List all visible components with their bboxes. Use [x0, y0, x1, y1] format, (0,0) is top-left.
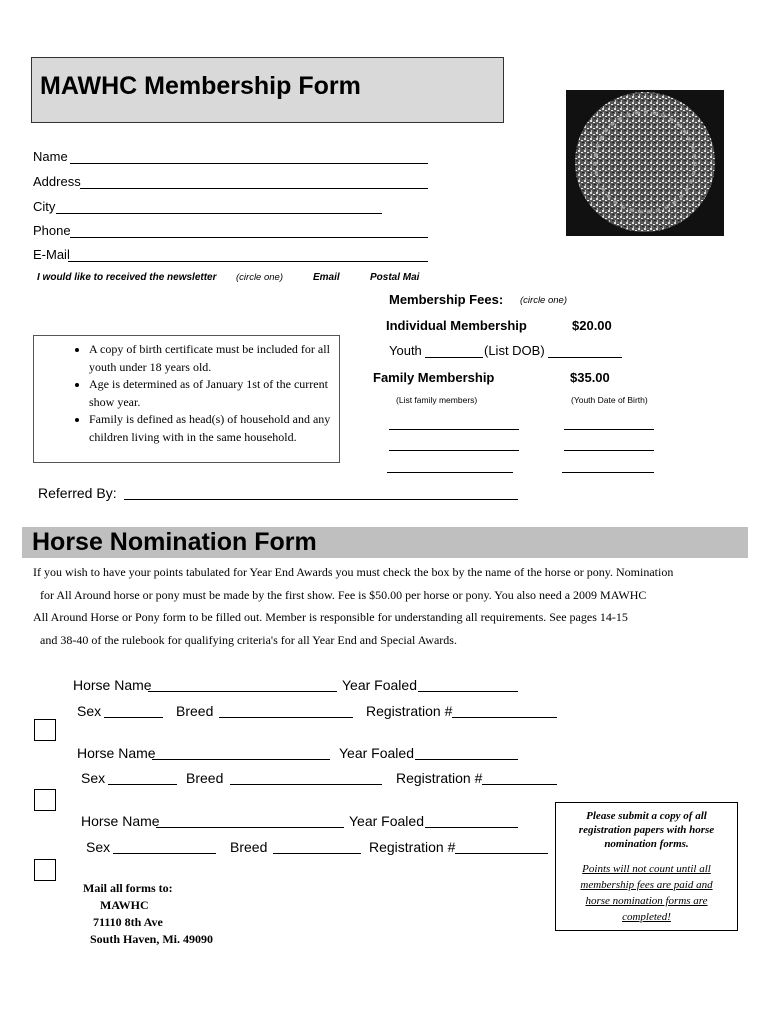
- nomination-header: [22, 527, 748, 558]
- family-price: $35.00: [570, 370, 610, 385]
- email-label: E-Mail: [33, 247, 70, 262]
- notice-points-text: Points will not count until all membership fees are paid and horse nomination forms are completed!: [580, 863, 713, 923]
- horse-name-field-2[interactable]: [152, 759, 330, 760]
- mail-org: MAWHC: [100, 898, 149, 912]
- horse-3-checkbox[interactable]: [34, 859, 56, 881]
- logo-graphic: [566, 90, 724, 236]
- horse-1-checkbox[interactable]: [34, 719, 56, 741]
- city-field[interactable]: [56, 213, 382, 214]
- registration-field-2[interactable]: [482, 784, 557, 785]
- breed-label-3: Breed: [230, 839, 268, 855]
- sex-label-3: Sex: [86, 839, 111, 855]
- nomination-title: Horse Nomination Form: [32, 528, 317, 556]
- sex-field-1[interactable]: [104, 717, 163, 718]
- membership-fees-label: Membership Fees:: [389, 292, 504, 307]
- note-item: • A copy of birth certificate must be included for all youth under 18 years old.: [89, 341, 339, 376]
- horse-name-label-2: Horse Name: [77, 745, 156, 761]
- fees-circle-one: (circle one): [520, 295, 567, 306]
- breed-label-2: Breed: [186, 770, 224, 786]
- club-logo: [566, 90, 724, 236]
- mail-address-block: [83, 880, 213, 948]
- newsletter-postal-option[interactable]: Postal Mai: [370, 272, 420, 283]
- breed-field-3[interactable]: [273, 853, 361, 854]
- mail-city: South Haven, Mi. 49090: [90, 932, 214, 946]
- family-membership-option[interactable]: Family Membership: [373, 370, 495, 385]
- nomination-para-line-3: All Around Horse or Pony form to be filled out. Member is responsible for understanding all requirements. See pages 14-15: [33, 610, 628, 624]
- breed-field-2[interactable]: [230, 784, 382, 785]
- registration-label-2: Registration #: [396, 770, 483, 786]
- referred-by-field[interactable]: [124, 499, 518, 500]
- name-field[interactable]: [70, 163, 428, 164]
- sex-label-2: Sex: [81, 770, 106, 786]
- horse-name-field-3[interactable]: [156, 827, 344, 828]
- horse-name-field-1[interactable]: [148, 691, 337, 692]
- youth-dob-label: (List DOB): [484, 343, 545, 358]
- year-foaled-field-1[interactable]: [418, 691, 518, 692]
- youth-field[interactable]: [425, 357, 483, 358]
- horse-name-label-1: Horse Name: [73, 677, 152, 693]
- breed-field-1[interactable]: [219, 717, 353, 718]
- address-field[interactable]: [80, 188, 428, 189]
- family-member-field-1[interactable]: [389, 429, 519, 430]
- youth-dob-field-3[interactable]: [562, 472, 654, 473]
- mail-label: Mail all forms to:: [83, 881, 173, 895]
- sex-label-1: Sex: [77, 703, 102, 719]
- city-label: City: [33, 199, 56, 214]
- phone-label: Phone: [33, 223, 71, 238]
- membership-notes-box: [33, 335, 340, 463]
- registration-label-1: Registration #: [366, 703, 453, 719]
- youth-dob-field-1[interactable]: [564, 429, 654, 430]
- nomination-para-line-2: for All Around horse or pony must be made by the first show. Fee is $50.00 per horse or pony. You also need a 2009 MAWHC: [40, 588, 647, 602]
- registration-field-3[interactable]: [455, 853, 548, 854]
- note-item: • Age is determined as of January 1st of the current show year.: [89, 376, 339, 411]
- form-title-box: [31, 57, 504, 123]
- year-foaled-label-2: Year Foaled: [339, 745, 414, 761]
- nomination-para-line-4: and 38-40 of the rulebook for qualifying criteria's for all Year End and Special Awards.: [40, 633, 457, 647]
- email-field[interactable]: [68, 261, 428, 262]
- year-foaled-field-3[interactable]: [425, 827, 518, 828]
- breed-label-1: Breed: [176, 703, 214, 719]
- individual-price: $20.00: [572, 318, 612, 333]
- newsletter-text: I would like to received the newsletter: [37, 272, 217, 283]
- family-member-field-2[interactable]: [389, 450, 519, 451]
- membership-notes-list: [34, 341, 339, 446]
- year-foaled-field-2[interactable]: [415, 759, 518, 760]
- list-family-members-label: (List family members): [396, 395, 478, 405]
- phone-field[interactable]: [70, 237, 428, 238]
- registration-field-1[interactable]: [452, 717, 557, 718]
- horse-2-checkbox[interactable]: [34, 789, 56, 811]
- name-label: Name: [33, 149, 68, 164]
- newsletter-email-option[interactable]: Email: [313, 272, 340, 283]
- individual-membership-option[interactable]: Individual Membership: [386, 318, 527, 333]
- referred-by-label: Referred By:: [38, 485, 117, 501]
- notice-box: [555, 802, 738, 931]
- youth-date-of-birth-label: (Youth Date of Birth): [571, 395, 648, 405]
- youth-dob-field[interactable]: [548, 357, 622, 358]
- mail-street: 71110 8th Ave: [93, 915, 163, 929]
- family-member-field-3[interactable]: [387, 472, 513, 473]
- sex-field-2[interactable]: [108, 784, 177, 785]
- youth-dob-field-2[interactable]: [564, 450, 654, 451]
- newsletter-circle-one: (circle one): [236, 272, 283, 283]
- nomination-para-line-1: If you wish to have your points tabulated for Year End Awards you must check the box by the name of the horse or pony. Nomination: [33, 565, 674, 579]
- sex-field-3[interactable]: [113, 853, 216, 854]
- horse-name-label-3: Horse Name: [81, 813, 160, 829]
- youth-label: Youth: [389, 343, 422, 358]
- address-label: Address: [33, 174, 81, 189]
- year-foaled-label-3: Year Foaled: [349, 813, 424, 829]
- year-foaled-label-1: Year Foaled: [342, 677, 417, 693]
- form-title: MAWHC Membership Form: [40, 72, 361, 100]
- notice-submit-text: Please submit a copy of all registration papers with horse nomination forms.: [578, 810, 715, 850]
- registration-label-3: Registration #: [369, 839, 456, 855]
- note-item: • Family is defined as head(s) of household and any children living with in the same household.: [89, 411, 339, 446]
